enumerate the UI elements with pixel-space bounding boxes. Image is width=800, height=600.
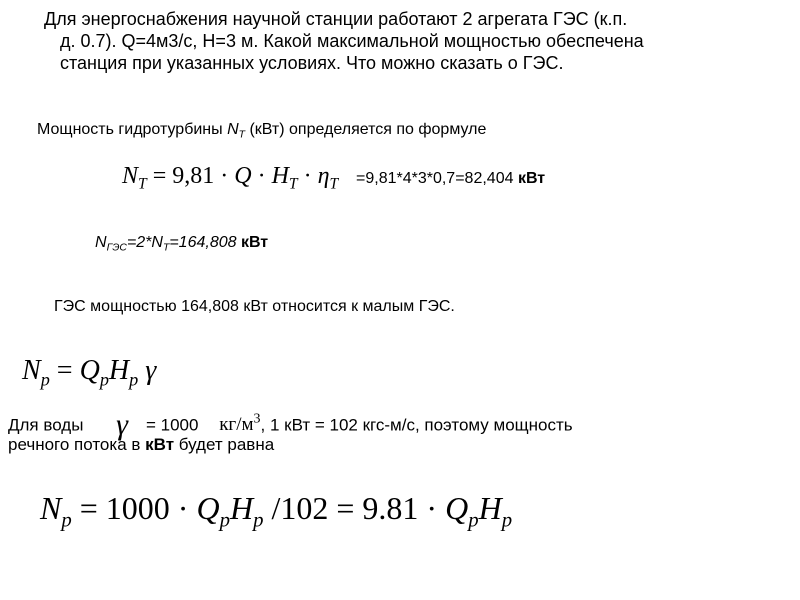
unit-exponent: 3 [253, 412, 261, 427]
station-power [95, 233, 268, 253]
formula-symbol-h: H [271, 163, 289, 189]
river-line2-suffix: будет равна [174, 435, 275, 454]
conclusion-text: ГЭС мощностью 164,808 кВт относится к малым ГЭС. [54, 298, 455, 315]
final-part1: = 1000 · [71, 490, 197, 526]
river-power-line [8, 435, 274, 455]
problem-line-2: д. 0.7). Q=4м3/с, H=3 м. Какой максимальной мощностью обеспечена [60, 31, 644, 51]
final-sub-p: p [468, 508, 479, 532]
station-expr-sub: T [162, 242, 170, 254]
final-symbol-h2: H [478, 490, 502, 526]
station-unit: кВт [240, 234, 269, 251]
problem-statement [38, 8, 793, 74]
river-sub-p: p [129, 369, 139, 390]
final-symbol-q: Q [196, 490, 220, 526]
water-prefix: Для воды [8, 415, 84, 435]
final-sub-p: p [219, 508, 230, 532]
water-density-unit [219, 414, 260, 435]
final-symbol-n: N [40, 490, 62, 526]
formula-dot: · [297, 163, 318, 189]
formula-coefficient: = 9,81 · [146, 163, 235, 189]
station-symbol: N [95, 234, 107, 251]
river-equals: = [49, 355, 80, 386]
formula-symbol-eta: η [317, 163, 330, 189]
river-formula [22, 355, 157, 390]
turbine-calc-value: =9,81*4*3*0,7=82,404 [356, 170, 518, 187]
turbine-formula [122, 163, 339, 193]
final-part2: /102 = 9.81 · [263, 490, 446, 526]
final-sub-p: p [501, 508, 513, 532]
river-line2-unit: кВт [145, 435, 175, 454]
formula-symbol-n: N [122, 163, 139, 189]
water-suffix: , 1 кВт = 102 кгс-м/с, поэтому мощность [260, 415, 573, 435]
turbine-intro-suffix: (кВт) определяется по формуле [245, 121, 487, 138]
river-line2-prefix: речного потока в [8, 435, 146, 454]
formula-dot: · [251, 163, 272, 189]
gamma-symbol: γ [116, 408, 128, 442]
turbine-intro-prefix: Мощность гидротурбины [37, 121, 228, 138]
final-sub-p: p [61, 508, 72, 532]
formula-sub-t: T [329, 175, 339, 193]
turbine-intro [37, 120, 486, 140]
problem-line-1: Для энергоснабжения научной станции работают 2 агрегата ГЭС (к.п. [44, 9, 628, 29]
river-symbol-q: Q [79, 355, 100, 386]
river-sub-p: p [99, 369, 109, 390]
formula-symbol-q: Q [234, 163, 252, 189]
turbine-intro-sub: T [238, 129, 245, 141]
river-symbol-h: H [108, 355, 130, 386]
river-symbol-gamma: γ [138, 355, 157, 386]
final-symbol-h: H [229, 490, 254, 526]
water-density-line [8, 408, 573, 442]
formula-sub-t: T [138, 175, 147, 193]
water-density-value: = 1000 [145, 415, 199, 435]
formula-sub-t: T [288, 175, 298, 193]
turbine-calculation [356, 169, 545, 189]
turbine-intro-symbol: N [227, 121, 239, 138]
final-symbol-q2: Q [445, 490, 469, 526]
problem-line-3: станция при указанных условиях. Что можно сказать о ГЭС. [60, 53, 564, 73]
river-symbol-n: N [22, 355, 41, 386]
final-sub-p: p [253, 508, 264, 532]
station-expr-prefix: =2*N [126, 234, 163, 251]
unit-text: кг/м [219, 414, 254, 436]
final-formula [40, 490, 513, 532]
station-sub: ГЭС [106, 242, 127, 254]
river-sub-p: p [40, 369, 50, 390]
station-expr-value: =164,808 [169, 234, 241, 251]
turbine-calc-unit: кВт [517, 170, 546, 187]
